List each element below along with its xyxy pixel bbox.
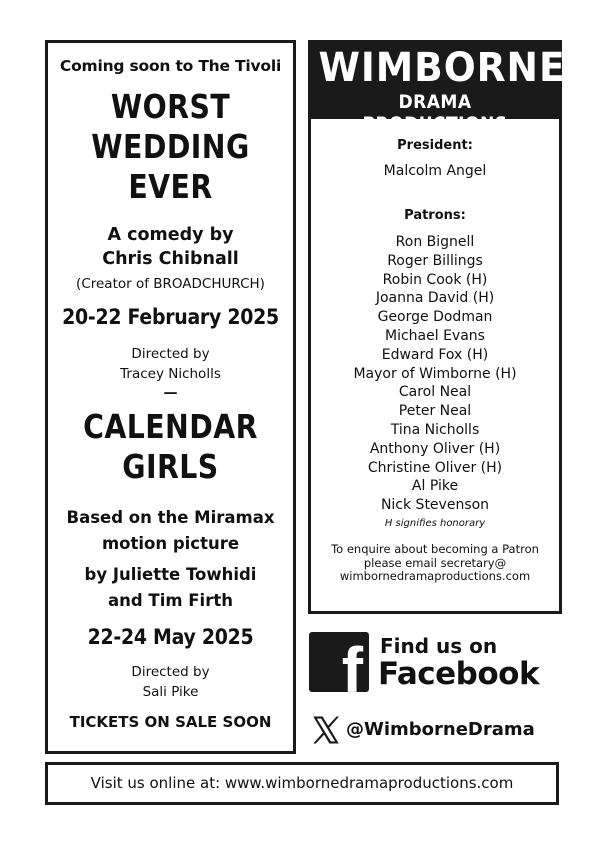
patron-name: Robin Cook (H) [382, 271, 488, 288]
patron-name: Al Pike [411, 478, 459, 495]
show1-title-line: EVER [128, 167, 213, 206]
honorary-note: H signifies honorary [384, 518, 486, 529]
show1-dates: 20-22 February 2025 [62, 305, 279, 329]
show1-byline-line: A comedy by [107, 225, 234, 245]
facebook-find-us-label: Find us on [380, 634, 498, 658]
facebook-label[interactable]: Facebook [378, 656, 540, 692]
show1-director-line: Tracey Nicholls [120, 366, 221, 382]
patron-name: Tina Nicholls [390, 421, 480, 438]
patrons-list [311, 233, 559, 515]
show2-title [65, 407, 276, 487]
patron-name: Michael Evans [385, 327, 485, 344]
show1-director-line: Directed by [131, 346, 210, 362]
show2-dates: 22-24 May 2025 [87, 625, 254, 649]
show2-director-line: Sali Pike [142, 684, 199, 700]
patron-name: Nick Stevenson [380, 497, 490, 514]
patron-name: Peter Neal [398, 403, 472, 420]
tickets-notice: TICKETS ON SALE SOON [69, 713, 272, 731]
x-handle-link[interactable]: @WimborneDrama [346, 719, 535, 740]
patron-name: Ron Bignell [395, 234, 475, 250]
show2-authors-line: and Tim Firth [108, 591, 233, 610]
show1-creator-note: (Creator of BROADCHURCH) [76, 276, 265, 292]
logo-wimborne: WIMBORNE [318, 45, 566, 91]
show-separator: — [163, 385, 178, 401]
patrons-heading: Patrons: [404, 208, 466, 223]
show1-director [48, 344, 293, 384]
patron-name: Roger Billings [387, 252, 483, 269]
x-logo-icon[interactable] [309, 713, 343, 747]
website-footer [45, 762, 559, 805]
patron-name: George Dodman [377, 309, 493, 326]
show2-authors-line: by Juliette Towhidi [84, 565, 257, 584]
enquiry-line: please email secretary@ [363, 555, 507, 570]
show2-title-line: CALENDAR [83, 407, 258, 446]
upcoming-shows-panel [45, 40, 296, 754]
show1-title [65, 87, 276, 207]
patron-name: Carol Neal [398, 384, 472, 401]
show2-director [48, 662, 293, 702]
show1-title-line: WEDDING [91, 127, 250, 166]
patron-enquiry-note [311, 543, 559, 584]
logo-drama-productions: DRAMA PRODUCTIONS [362, 91, 508, 135]
show1-title-line: WORST [110, 87, 231, 126]
president-name: Malcolm Angel [383, 163, 487, 179]
show1-byline [48, 223, 293, 271]
patron-name: Edward Fox (H) [381, 346, 489, 363]
show2-based-on [48, 505, 293, 557]
president-heading: President: [397, 138, 473, 153]
society-info-panel [308, 40, 566, 614]
website-link[interactable]: Visit us online at: www.wimbornedramaproductions.com [90, 774, 514, 792]
society-logo [311, 43, 566, 135]
facebook-f-glyph: f [341, 634, 363, 692]
facebook-f-icon[interactable] [309, 632, 369, 692]
show2-director-line: Directed by [131, 664, 210, 680]
show2-based-on-line: motion picture [101, 534, 240, 553]
patron-name: Anthony Oliver (H) [369, 440, 501, 457]
show2-based-on-line: Based on the Miramax [66, 508, 275, 527]
patron-name: Mayor of Wimborne (H) [353, 365, 517, 382]
patron-name: Christine Oliver (H) [367, 459, 503, 476]
enquiry-line: To enquire about becoming a Patron [331, 542, 539, 556]
show2-authors [48, 562, 293, 614]
coming-soon-heading: Coming soon to The Tivoli [59, 57, 282, 75]
show2-title-line: GIRLS [122, 447, 219, 486]
patron-name: Joanna David (H) [375, 290, 495, 307]
show1-byline-line: Chris Chibnall [102, 249, 239, 269]
enquiry-email-line[interactable]: wimbornedramaproductions.com [339, 569, 531, 583]
